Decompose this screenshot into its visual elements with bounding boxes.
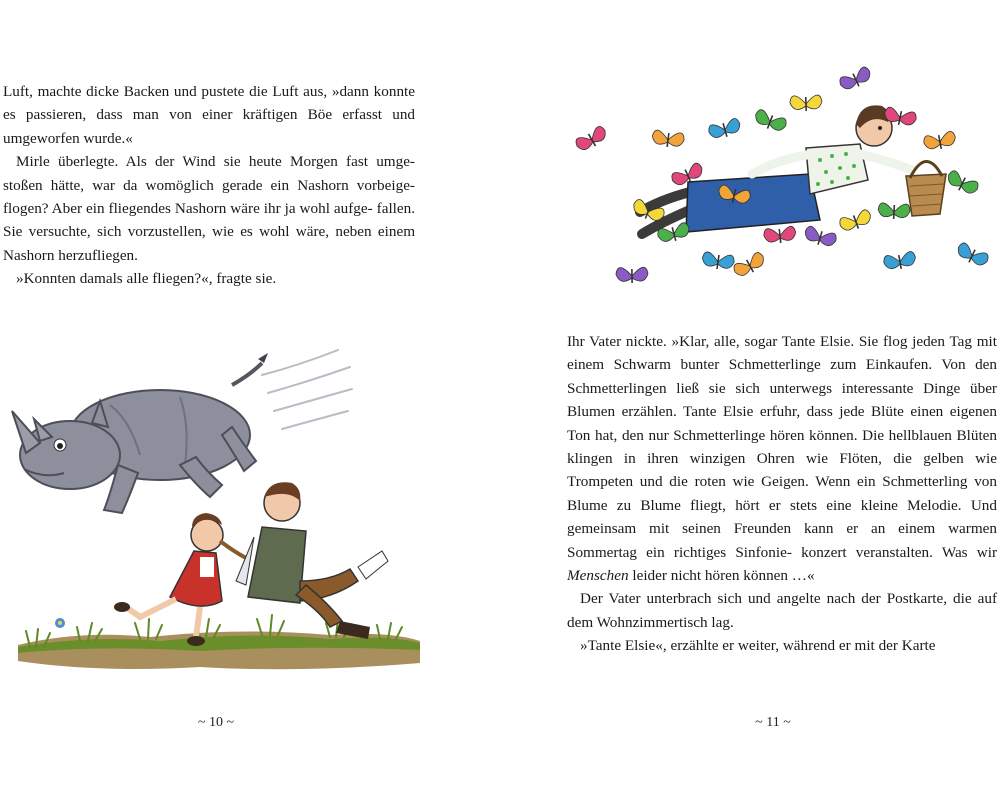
- father-figure: [236, 482, 388, 639]
- text-line: Die hellblauen Blüten klingen in ihren winzigen Ohren wie: [567, 426, 997, 468]
- text-line: »Tante Elsie«, erzählte er weiter, während er mit der Karte: [580, 637, 936, 655]
- text-line: Ihr Vater nickte. »Klar, alle, sogar Tante Elsie. Sie flog jeden: [567, 333, 946, 350]
- text-line: einen eigenen Ton hat, den nur Schmetterlinge hören können.: [567, 403, 997, 444]
- butterfly-icon: [707, 117, 742, 141]
- text-line: Von den Schmetterlingen ließ sie sich unterwegs interessante: [567, 356, 997, 397]
- girl-figure: [114, 513, 248, 646]
- text-line: »Konnten damals alle fliegen?«, fragte sie.: [16, 270, 277, 288]
- aunt-elsie-flying-illustration: [570, 62, 1000, 322]
- paragraph: [3, 80, 415, 150]
- butterfly-icon: [923, 131, 957, 152]
- rhino-figure: [12, 353, 268, 513]
- text-line: konnte es passieren, dass man von einer kräftigen Böe erfasst: [3, 83, 416, 124]
- butterfly-icon: [945, 169, 981, 197]
- text-line: stoßen hätte, war da womöglich gerade ein Nashorn vorbeige-: [3, 176, 415, 194]
- text-line: einem Nashorn herzufliegen.: [3, 223, 416, 264]
- butterfly-icon: [701, 251, 735, 271]
- butterfly-icon: [753, 108, 788, 134]
- left-page-text: [3, 80, 415, 291]
- page-number: ~ 10 ~: [197, 715, 235, 730]
- text-line: können …«: [743, 567, 815, 585]
- paragraph: [567, 587, 997, 634]
- butterfly-icon: [651, 130, 685, 149]
- butterfly-icon: [883, 251, 917, 272]
- text-line: Dinge über Blumen erzählen. Tante Elsie erfuhr, dass jede Blüte: [567, 379, 997, 421]
- butterfly-icon: [763, 226, 796, 245]
- text-line: konzert veranstalten. Was wir Menschen leider nicht hören: [567, 543, 997, 585]
- butterfly-icon: [838, 66, 874, 94]
- text-line: Mirle überlegte. Als der Wind sie heute Morgen fast umge-: [16, 153, 415, 171]
- text-line: Luft, machte dicke Backen und pustete die Luft aus, »dann: [3, 83, 369, 100]
- butterfly-icon: [838, 209, 873, 235]
- speed-lines: [262, 350, 352, 429]
- text-line: Der Vater unterbrach sich und angelte nach der Postkarte,: [580, 590, 948, 608]
- text-line: stets eine kleine Melodie. Und gemeinsam mit seinen Freunden: [567, 496, 997, 538]
- text-line: flogen? Aber ein fliegendes Nashorn wäre ihr ja wohl aufge-: [3, 200, 373, 218]
- paragraph: [3, 150, 415, 267]
- butterfly-icon: [616, 267, 648, 283]
- grass-ground: [18, 615, 420, 669]
- butterfly-icon: [878, 203, 911, 220]
- right-page: [500, 0, 1000, 800]
- text-line: fallen. Sie versuchte, sich vorzustellen, wie es wohl wäre, neben: [3, 200, 416, 241]
- paragraph: [3, 267, 415, 290]
- paragraph: [567, 330, 997, 587]
- text-line: Flöten, die gelben wie Trompeten und die roten wie Geigen.: [567, 450, 997, 491]
- text-line: die auf dem Wohnzimmertisch lag.: [567, 590, 998, 631]
- butterfly-icon: [574, 125, 609, 154]
- paragraph: [567, 634, 997, 657]
- text-line: Tag mit einem Schwarm bunter Schmetterlinge zum Einkaufen.: [567, 333, 997, 374]
- text-line: kann er an einem warmen Sommertag ein richtiges Sinfonie-: [567, 520, 997, 561]
- flying-rhino-illustration: [0, 345, 430, 680]
- right-page-text: [567, 330, 997, 658]
- text-line: und umgeworfen wurde.«: [3, 106, 415, 147]
- butterfly-icon: [790, 95, 823, 112]
- text-line: Wenn ein Schmetterling von Blume zu Blume fliegt, hört er: [567, 473, 997, 514]
- butterfly-icon: [803, 225, 838, 249]
- butterfly-icon: [955, 241, 991, 269]
- page-number: ~ 11 ~: [755, 715, 791, 730]
- butterfly-icon: [732, 251, 768, 280]
